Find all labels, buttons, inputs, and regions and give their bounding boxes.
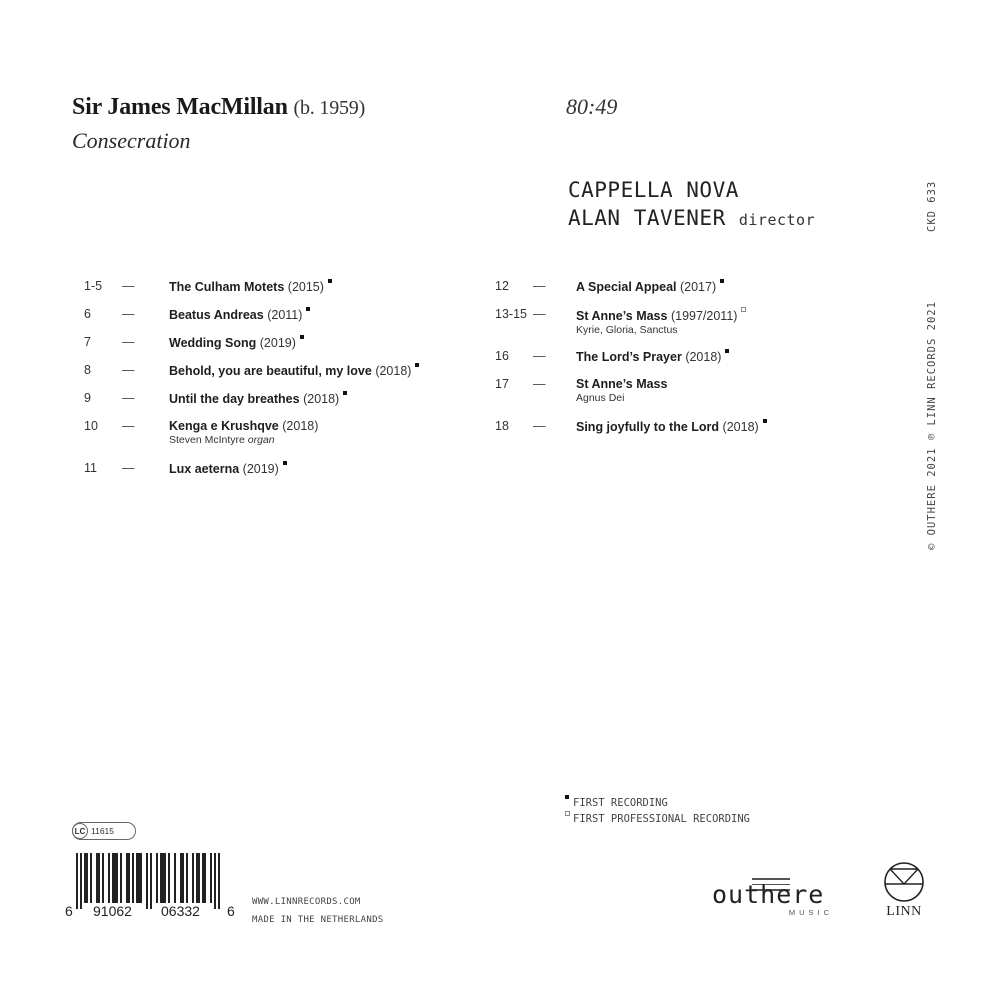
track-number: 7 (84, 335, 91, 349)
track-dash: — (122, 307, 135, 321)
composer-name: Sir James MacMillan (72, 94, 288, 120)
track-title: Wedding Song (169, 336, 257, 350)
track-dash: — (122, 335, 135, 349)
barcode-digit-group-2: 06332 (161, 903, 200, 919)
track-dash: — (533, 419, 546, 433)
director-role: director (738, 211, 816, 229)
track-year: (2018) (375, 364, 412, 378)
track-dash: — (533, 377, 546, 391)
recording-legend (565, 795, 750, 827)
track-year: (1997/2011) (670, 309, 738, 323)
track-title: Until the day breathes (169, 392, 300, 406)
composer-heading (72, 94, 365, 121)
barcode (64, 853, 244, 919)
track-title: Kenga e Krushqve (169, 419, 279, 433)
first-recording-mark-icon (725, 349, 729, 353)
website-link[interactable]: WWW.LINNRECORDS.COM (252, 897, 361, 907)
first-recording-mark-icon (343, 391, 347, 395)
label-code-number: 11615 (91, 826, 115, 836)
track-number: 11 (84, 461, 97, 475)
track-title: The Culham Motets (169, 280, 285, 294)
track-dash: — (533, 349, 546, 363)
track-title: The Lord’s Prayer (576, 350, 682, 364)
track-year: (2018) (282, 419, 319, 433)
track-title: Sing joyfully to the Lord (576, 420, 720, 434)
linn-emblem-icon (876, 860, 932, 904)
barcode-bars-icon (64, 853, 244, 909)
track-number: 17 (495, 377, 509, 391)
hollow-square-icon (565, 811, 570, 816)
performer-instrument: organ (247, 434, 275, 446)
director-name: ALAN TAVENER (568, 206, 726, 230)
first-recording-mark-icon (306, 307, 310, 311)
track-year: (2018) (303, 392, 340, 406)
track-number: 10 (84, 419, 98, 433)
barcode-digit-lead: 6 (65, 903, 73, 919)
composer-dates: (b. 1959) (293, 97, 366, 119)
track-number: 12 (495, 279, 509, 293)
ensemble-name: CAPPELLA NOVA (568, 178, 739, 202)
copyright-notice: © OUTHERE 2021 ℗ LINN RECORDS 2021 (926, 301, 938, 550)
outhere-logo (712, 876, 837, 916)
total-duration: 80:49 (566, 94, 618, 119)
track-dash: — (122, 461, 135, 475)
performer-name: Steven McIntyre (169, 434, 245, 446)
track-title: Beatus Andreas (169, 308, 264, 322)
track-title: A Special Appeal (576, 280, 677, 294)
first-recording-mark-icon (283, 461, 287, 465)
spine (924, 170, 944, 560)
track-title: Lux aeterna (169, 462, 240, 476)
outhere-music-label: MUSIC (788, 908, 833, 917)
track-number: 8 (84, 363, 91, 377)
lc-icon: LC (72, 823, 88, 839)
track-title: St Anne’s Mass (576, 309, 668, 323)
track-dash: — (122, 391, 135, 405)
barcode-digit-group-1: 91062 (93, 903, 132, 919)
made-in: MADE IN THE NETHERLANDS (252, 915, 384, 925)
first-recording-mark-icon (328, 279, 332, 283)
track-year: (2011) (267, 308, 303, 322)
legend-first-recording: FIRST RECORDING (565, 795, 750, 811)
label-info (252, 893, 384, 929)
first-recording-mark-icon (300, 335, 304, 339)
track-dash: — (122, 363, 135, 377)
track-number: 16 (495, 349, 509, 363)
track-number: 18 (495, 419, 509, 433)
track-year: (2018) (685, 350, 722, 364)
first-recording-mark-icon (415, 363, 419, 367)
track-year: (2017) (679, 280, 717, 294)
label-code-badge (72, 822, 136, 840)
catalog-number: CKD 633 (926, 180, 938, 232)
track-year: (2018) (722, 420, 759, 434)
director-line (568, 204, 815, 234)
track-number: 13-15 (495, 307, 527, 321)
first-recording-mark-icon (720, 279, 724, 283)
track-year: (2019) (242, 462, 279, 476)
track-year: (2019) (259, 336, 296, 350)
track-dash: — (533, 307, 546, 321)
linn-wordmark: LINN (886, 904, 922, 919)
linn-logo (876, 860, 932, 920)
track-performer (169, 434, 318, 446)
track-dash: — (533, 279, 546, 293)
track-movements: Agnus Dei (576, 392, 625, 404)
first-recording-mark-icon (763, 419, 767, 423)
album-title: Consecration (72, 128, 191, 153)
filled-square-icon (565, 795, 569, 799)
track-number: 1-5 (84, 279, 103, 293)
track-title: Behold, you are beautiful, my love (169, 364, 372, 378)
first-professional-recording-mark-icon (741, 307, 746, 312)
track-movements: Kyrie, Gloria, Sanctus (576, 324, 678, 336)
track-dash: — (122, 419, 135, 433)
legend-first-professional-recording: FIRST PROFESSIONAL RECORDING (565, 811, 750, 827)
track-title: St Anne’s Mass (576, 377, 668, 391)
track-year: (2015) (287, 280, 324, 294)
barcode-digit-check: 6 (227, 903, 235, 919)
track-number: 9 (84, 391, 91, 405)
track-number: 6 (84, 307, 91, 321)
outhere-wordmark: outhere (712, 880, 825, 909)
performers (568, 176, 815, 234)
track-dash: — (122, 279, 135, 293)
